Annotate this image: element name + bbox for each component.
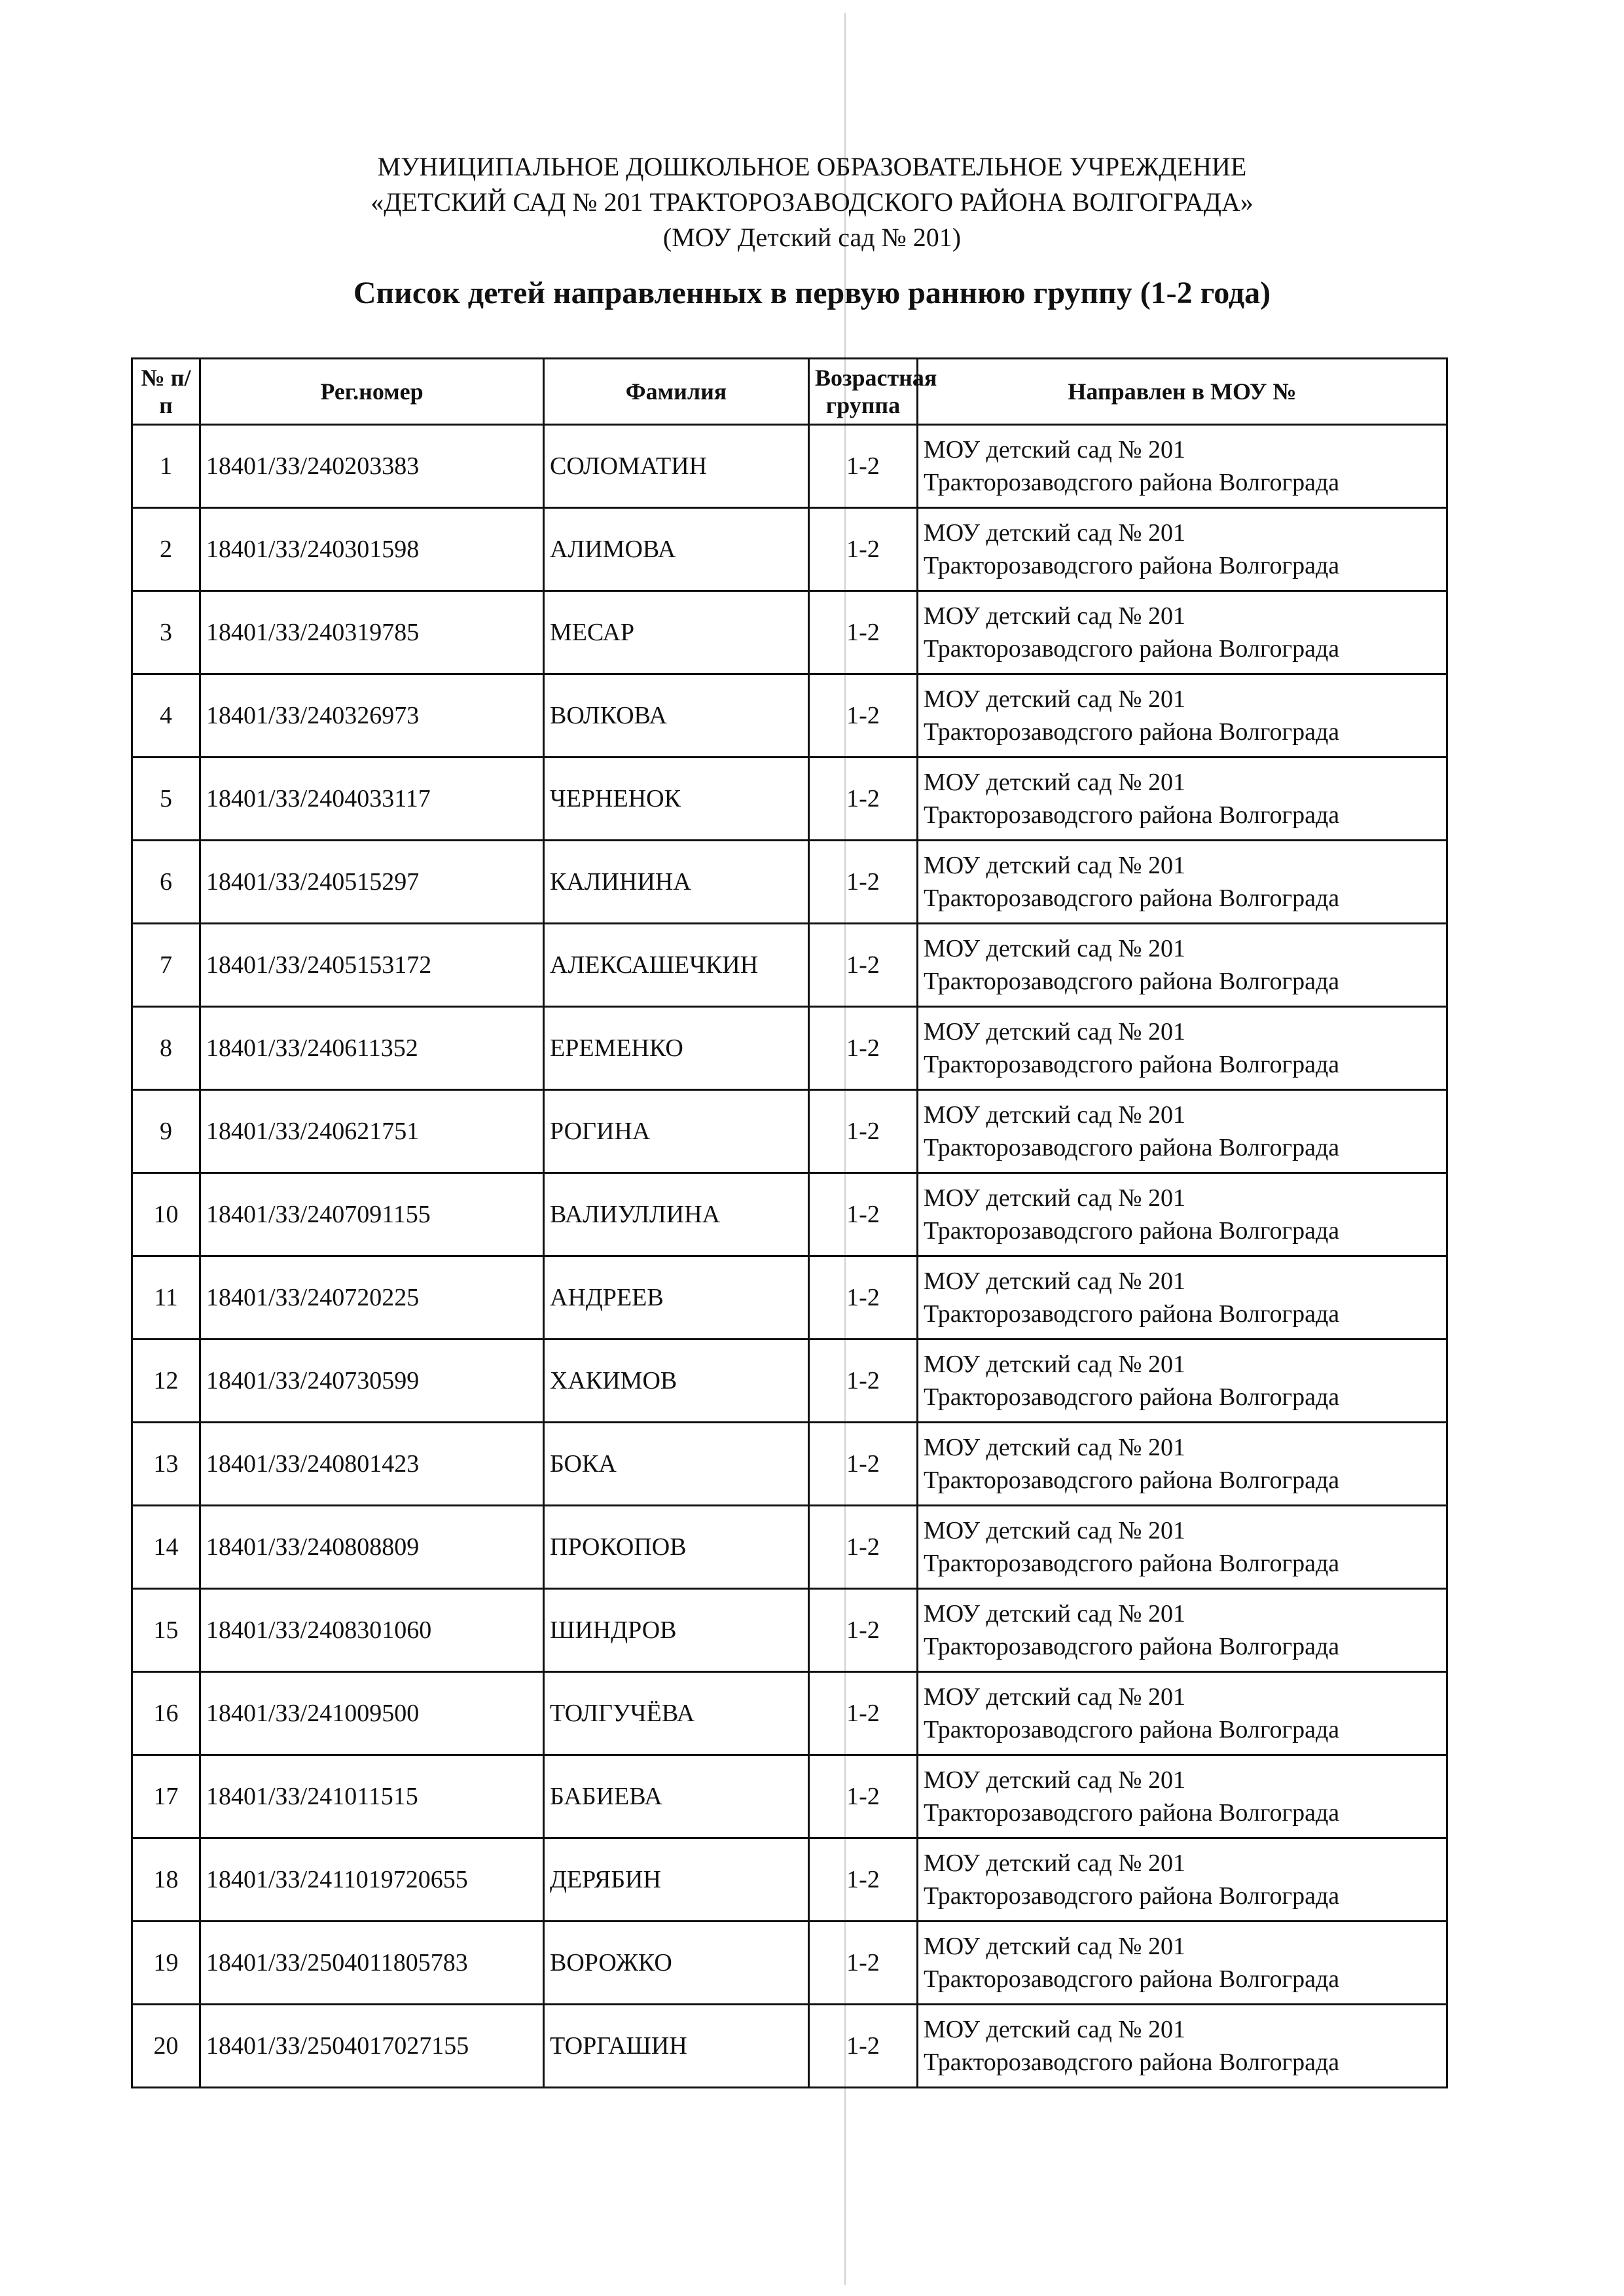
destination-district: Тракторозаводсгого района Волгограда [924, 552, 1340, 579]
row-destination [918, 2005, 1447, 2088]
row-surname: ВОРОЖКО [544, 1922, 809, 2005]
row-age-group: 1-2 [809, 1256, 918, 1339]
row-surname: ВАЛИУЛЛИНА [544, 1173, 809, 1256]
row-number: 15 [132, 1589, 200, 1672]
destination-district: Тракторозаводсгого района Волгограда [924, 1217, 1340, 1245]
row-destination [918, 591, 1447, 674]
row-destination [918, 757, 1447, 841]
destination-kindergarten: МОУ детский сад № 201 [924, 1267, 1186, 1295]
table-row [132, 1007, 1447, 1090]
row-reg-number: 18401/ЗЗ/2504017027155 [200, 2005, 544, 2088]
row-age-group: 1-2 [809, 1090, 918, 1173]
row-age-group: 1-2 [809, 674, 918, 757]
header-institution-line: МУНИЦИПАЛЬНОЕ ДОШКОЛЬНОЕ ОБРАЗОВАТЕЛЬНОЕ УЧРЕЖДЕНИЕ [377, 152, 1247, 181]
row-surname: ТОРГАШИН [544, 2005, 809, 2088]
row-destination [918, 1672, 1447, 1755]
row-surname: ХАКИМОВ [544, 1339, 809, 1423]
row-reg-number: 18401/ЗЗ/240730599 [200, 1339, 544, 1423]
row-reg-number: 18401/ЗЗ/240301598 [200, 508, 544, 591]
row-number: 17 [132, 1755, 200, 1838]
row-number: 14 [132, 1506, 200, 1589]
table-row [132, 1506, 1447, 1589]
destination-kindergarten: МОУ детский сад № 201 [924, 1101, 1186, 1129]
destination-district: Тракторозаводсгого района Волгограда [924, 469, 1340, 496]
row-age-group: 1-2 [809, 1838, 918, 1922]
row-number: 6 [132, 841, 200, 924]
row-surname: ВОЛКОВА [544, 674, 809, 757]
destination-kindergarten: МОУ детский сад № 201 [924, 602, 1186, 630]
row-reg-number: 18401/ЗЗ/240326973 [200, 674, 544, 757]
row-reg-number: 18401/ЗЗ/240801423 [200, 1423, 544, 1506]
table-row [132, 674, 1447, 757]
row-reg-number: 18401/ЗЗ/240720225 [200, 1256, 544, 1339]
row-reg-number: 18401/ЗЗ/240611352 [200, 1007, 544, 1090]
column-header-number: № п/п [132, 359, 200, 425]
destination-district: Тракторозаводсгого района Волгограда [924, 1882, 1340, 1910]
table-row [132, 1339, 1447, 1423]
row-surname: ТОЛГУЧЁВА [544, 1672, 809, 1755]
table-row [132, 425, 1447, 508]
destination-kindergarten: МОУ детский сад № 201 [924, 935, 1186, 962]
row-destination [918, 1506, 1447, 1589]
destination-district: Тракторозаводсгого района Волгограда [924, 1467, 1340, 1494]
document-header [0, 149, 1624, 255]
row-surname: РОГИНА [544, 1090, 809, 1173]
row-number: 8 [132, 1007, 200, 1090]
destination-kindergarten: МОУ детский сад № 201 [924, 1184, 1186, 1212]
row-destination [918, 1256, 1447, 1339]
table-row [132, 2005, 1447, 2088]
row-destination [918, 674, 1447, 757]
row-destination [918, 1339, 1447, 1423]
row-age-group: 1-2 [809, 757, 918, 841]
row-number: 9 [132, 1090, 200, 1173]
row-destination [918, 1007, 1447, 1090]
row-destination [918, 425, 1447, 508]
destination-district: Тракторозаводсгого района Волгограда [924, 718, 1340, 746]
row-reg-number: 18401/ЗЗ/2405153172 [200, 924, 544, 1007]
row-reg-number: 18401/ЗЗ/2408301060 [200, 1589, 544, 1672]
row-age-group: 1-2 [809, 841, 918, 924]
column-header-reg-number: Рег.номер [200, 359, 544, 425]
table-row [132, 924, 1447, 1007]
row-age-group: 1-2 [809, 1173, 918, 1256]
destination-kindergarten: МОУ детский сад № 201 [924, 519, 1186, 547]
row-surname: АЛИМОВА [544, 508, 809, 591]
table-row [132, 1090, 1447, 1173]
row-number: 4 [132, 674, 200, 757]
table-row [132, 591, 1447, 674]
table-row [132, 1755, 1447, 1838]
destination-kindergarten: МОУ детский сад № 201 [924, 1018, 1186, 1046]
row-destination [918, 1755, 1447, 1838]
row-reg-number: 18401/ЗЗ/241009500 [200, 1672, 544, 1755]
destination-kindergarten: МОУ детский сад № 201 [924, 1766, 1186, 1794]
row-destination [918, 1922, 1447, 2005]
destination-kindergarten: МОУ детский сад № 201 [924, 1850, 1186, 1877]
destination-kindergarten: МОУ детский сад № 201 [924, 1683, 1186, 1711]
destination-district: Тракторозаводсгого района Волгограда [924, 635, 1340, 663]
row-surname: БАБИЕВА [544, 1755, 809, 1838]
row-number: 13 [132, 1423, 200, 1506]
row-surname: МЕСАР [544, 591, 809, 674]
destination-kindergarten: МОУ детский сад № 201 [924, 1600, 1186, 1628]
destination-kindergarten: МОУ детский сад № 201 [924, 769, 1186, 796]
destination-district: Тракторозаводсгого района Волгограда [924, 2049, 1340, 2076]
destination-district: Тракторозаводсгого района Волгограда [924, 1799, 1340, 1827]
row-destination [918, 1589, 1447, 1672]
row-age-group: 1-2 [809, 508, 918, 591]
destination-kindergarten: МОУ детский сад № 201 [924, 852, 1186, 879]
table-row [132, 1672, 1447, 1755]
row-number: 19 [132, 1922, 200, 2005]
column-header-surname: Фамилия [544, 359, 809, 425]
row-destination [918, 924, 1447, 1007]
document-title: Список детей направленных в первую раннюю группу (1-2 года) [353, 276, 1271, 310]
table-body [132, 425, 1447, 2088]
row-age-group: 1-2 [809, 2005, 918, 2088]
table-header-row [132, 359, 1447, 425]
row-surname: ПРОКОПОВ [544, 1506, 809, 1589]
table-row [132, 1838, 1447, 1922]
destination-district: Тракторозаводсгого района Волгограда [924, 884, 1340, 912]
row-number: 3 [132, 591, 200, 674]
row-number: 7 [132, 924, 200, 1007]
destination-district: Тракторозаводсгого района Волгограда [924, 1965, 1340, 1993]
header-kindergarten-line: «ДЕТСКИЙ САД № 201 ТРАКТОРОЗАВОДСКОГО РАЙОНА ВОЛГОГРАДА» [370, 187, 1254, 217]
column-header-age-group: Возрастная группа [809, 359, 918, 425]
row-reg-number: 18401/ЗЗ/2404033117 [200, 757, 544, 841]
row-number: 12 [132, 1339, 200, 1423]
table-row [132, 508, 1447, 591]
row-reg-number: 18401/ЗЗ/240203383 [200, 425, 544, 508]
column-header-destination: Направлен в МОУ № [918, 359, 1447, 425]
row-destination [918, 841, 1447, 924]
row-reg-number: 18401/ЗЗ/240621751 [200, 1090, 544, 1173]
row-age-group: 1-2 [809, 1755, 918, 1838]
destination-district: Тракторозаводсгого района Волгограда [924, 968, 1340, 995]
children-list-table [131, 357, 1448, 2088]
row-destination [918, 1838, 1447, 1922]
row-age-group: 1-2 [809, 1922, 918, 2005]
row-age-group: 1-2 [809, 425, 918, 508]
row-destination [918, 1090, 1447, 1173]
destination-district: Тракторозаводсгого района Волгограда [924, 1550, 1340, 1577]
row-number: 11 [132, 1256, 200, 1339]
row-age-group: 1-2 [809, 1506, 918, 1589]
row-surname: СОЛОМАТИН [544, 425, 809, 508]
destination-kindergarten: МОУ детский сад № 201 [924, 2016, 1186, 2043]
row-number: 10 [132, 1173, 200, 1256]
row-surname: БОКА [544, 1423, 809, 1506]
destination-district: Тракторозаводсгого района Волгограда [924, 1716, 1340, 1743]
table-row [132, 757, 1447, 841]
destination-district: Тракторозаводсгого района Волгограда [924, 1134, 1340, 1161]
destination-kindergarten: МОУ детский сад № 201 [924, 436, 1186, 464]
destination-kindergarten: МОУ детский сад № 201 [924, 1351, 1186, 1378]
header-short-name-line: (МОУ Детский сад № 201) [662, 223, 962, 252]
row-number: 18 [132, 1838, 200, 1922]
row-destination [918, 508, 1447, 591]
row-reg-number: 18401/ЗЗ/240319785 [200, 591, 544, 674]
row-surname: ШИНДРОВ [544, 1589, 809, 1672]
row-age-group: 1-2 [809, 924, 918, 1007]
row-surname: АЛЕКСАШЕЧКИН [544, 924, 809, 1007]
table-row [132, 841, 1447, 924]
row-reg-number: 18401/ЗЗ/2411019720655 [200, 1838, 544, 1922]
destination-district: Тракторозаводсгого района Волгограда [924, 1633, 1340, 1660]
row-reg-number: 18401/ЗЗ/241011515 [200, 1755, 544, 1838]
row-age-group: 1-2 [809, 1672, 918, 1755]
destination-kindergarten: МОУ детский сад № 201 [924, 1434, 1186, 1461]
destination-district: Тракторозаводсгого района Волгограда [924, 1383, 1340, 1411]
destination-district: Тракторозаводсгого района Волгограда [924, 801, 1340, 829]
row-surname: ДЕРЯБИН [544, 1838, 809, 1922]
destination-district: Тракторозаводсгого района Волгограда [924, 1051, 1340, 1078]
row-number: 20 [132, 2005, 200, 2088]
destination-district: Тракторозаводсгого района Волгограда [924, 1300, 1340, 1328]
table-row [132, 1922, 1447, 2005]
table-row [132, 1423, 1447, 1506]
row-reg-number: 18401/ЗЗ/240515297 [200, 841, 544, 924]
row-destination [918, 1423, 1447, 1506]
row-number: 1 [132, 425, 200, 508]
row-reg-number: 18401/ЗЗ/2407091155 [200, 1173, 544, 1256]
table-row [132, 1256, 1447, 1339]
row-age-group: 1-2 [809, 1339, 918, 1423]
row-age-group: 1-2 [809, 1423, 918, 1506]
row-surname: КАЛИНИНА [544, 841, 809, 924]
row-surname: ЕРЕМЕНКО [544, 1007, 809, 1090]
row-number: 5 [132, 757, 200, 841]
destination-kindergarten: МОУ детский сад № 201 [924, 1517, 1186, 1544]
row-destination [918, 1173, 1447, 1256]
row-number: 16 [132, 1672, 200, 1755]
table-row [132, 1173, 1447, 1256]
table-row [132, 1589, 1447, 1672]
row-age-group: 1-2 [809, 1589, 918, 1672]
row-number: 2 [132, 508, 200, 591]
destination-kindergarten: МОУ детский сад № 201 [924, 1933, 1186, 1960]
destination-kindergarten: МОУ детский сад № 201 [924, 685, 1186, 713]
row-surname: ЧЕРНЕНОК [544, 757, 809, 841]
row-age-group: 1-2 [809, 591, 918, 674]
row-reg-number: 18401/ЗЗ/240808809 [200, 1506, 544, 1589]
row-reg-number: 18401/ЗЗ/2504011805783 [200, 1922, 544, 2005]
row-age-group: 1-2 [809, 1007, 918, 1090]
row-surname: АНДРЕЕВ [544, 1256, 809, 1339]
